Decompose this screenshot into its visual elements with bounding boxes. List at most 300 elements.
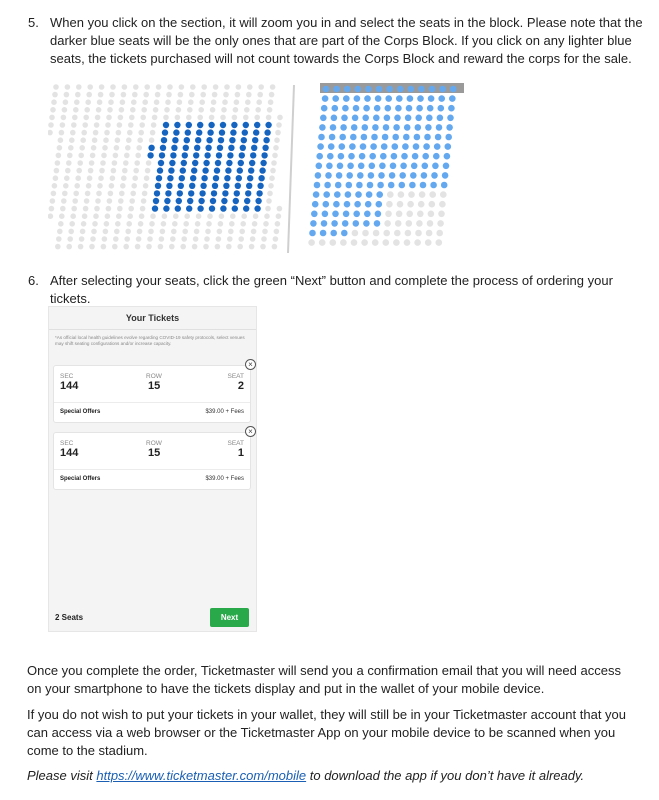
- seat: [210, 107, 216, 113]
- seat: [139, 122, 145, 128]
- seat-value: 2: [237, 380, 244, 392]
- divider: [49, 329, 256, 330]
- seat: [252, 221, 258, 227]
- dark-blue-seat: [167, 175, 173, 181]
- visit-paragraph: [27, 767, 639, 785]
- seat: [143, 92, 149, 98]
- seat: [75, 92, 81, 98]
- light-blue-seat: [350, 134, 357, 141]
- seat: [275, 130, 281, 136]
- seat: [319, 239, 326, 246]
- seat: [277, 206, 283, 212]
- light-blue-seat: [319, 124, 326, 131]
- seat: [143, 183, 149, 189]
- seat: [51, 191, 57, 197]
- seat: [416, 220, 423, 227]
- seat: [124, 153, 130, 159]
- seat: [49, 206, 55, 212]
- seat: [269, 92, 275, 98]
- seat: [85, 191, 91, 197]
- seat: [244, 107, 250, 113]
- dark-blue-seat: [194, 145, 200, 151]
- light-blue-seat: [339, 143, 346, 150]
- seat: [110, 175, 116, 181]
- light-blue-seat: [353, 211, 360, 218]
- light-blue-seat: [418, 86, 425, 93]
- seat: [419, 191, 426, 198]
- dark-blue-seat: [190, 175, 196, 181]
- seat: [186, 115, 192, 121]
- light-blue-seat: [422, 163, 429, 170]
- seat: [140, 206, 146, 212]
- seat: [437, 220, 444, 227]
- seat: [274, 229, 280, 235]
- dark-blue-seat: [255, 198, 261, 204]
- light-blue-seat: [376, 86, 383, 93]
- seat: [262, 229, 268, 235]
- seat: [86, 92, 92, 98]
- dark-blue-seat: [163, 122, 169, 128]
- your-tickets-screenshot: [48, 306, 257, 632]
- seat: [89, 160, 95, 166]
- seat: [83, 115, 89, 121]
- card-divider: [54, 469, 250, 470]
- seat: [87, 175, 93, 181]
- light-blue-seat: [371, 134, 378, 141]
- dark-blue-seat: [173, 129, 179, 135]
- light-blue-seat: [330, 230, 337, 237]
- seat: [156, 84, 162, 90]
- seat: [429, 201, 436, 208]
- seat: [101, 244, 107, 250]
- seat: [93, 213, 99, 219]
- light-blue-seat: [409, 182, 416, 189]
- light-blue-seat: [449, 95, 456, 102]
- light-blue-seat: [384, 115, 391, 122]
- seat: [177, 99, 183, 105]
- dark-blue-seat: [196, 129, 202, 135]
- seat: [92, 221, 98, 227]
- light-blue-seat: [370, 143, 377, 150]
- seat: [71, 122, 77, 128]
- light-blue-seat: [360, 143, 367, 150]
- light-blue-seat: [362, 115, 369, 122]
- row-label: ROW: [146, 373, 162, 380]
- seat: [133, 168, 139, 174]
- ticket-card: [53, 360, 253, 423]
- seat: [398, 191, 405, 198]
- dark-blue-seat: [254, 122, 260, 128]
- light-blue-seat: [445, 134, 452, 141]
- seat: [114, 145, 120, 151]
- seat: [83, 206, 89, 212]
- dark-blue-seat: [172, 137, 178, 143]
- seat: [426, 230, 433, 237]
- light-blue-seat: [356, 182, 363, 189]
- seat: [184, 213, 190, 219]
- seat: [78, 244, 84, 250]
- seat: [261, 236, 267, 242]
- seat: [221, 107, 227, 113]
- light-blue-seat: [355, 86, 362, 93]
- seat: [150, 130, 156, 136]
- seat: [111, 168, 117, 174]
- light-blue-seat: [313, 191, 320, 198]
- seat: [60, 206, 66, 212]
- seat: [118, 198, 124, 204]
- seat: [53, 84, 59, 90]
- seat: [59, 213, 65, 219]
- seat: [190, 84, 196, 90]
- dark-blue-seat: [257, 183, 263, 189]
- seat: [69, 137, 75, 143]
- seat: [63, 183, 69, 189]
- light-blue-seat: [353, 105, 360, 112]
- dark-blue-seat: [241, 137, 247, 143]
- ticketmaster-mobile-link[interactable]: https://www.ticketmaster.com/mobile: [96, 768, 307, 783]
- dark-blue-seat: [262, 145, 268, 151]
- seat: [107, 198, 113, 204]
- seat: [82, 213, 88, 219]
- light-blue-seat: [324, 182, 331, 189]
- light-blue-seat: [369, 153, 376, 160]
- seat: [96, 107, 102, 113]
- seat: [99, 168, 105, 174]
- light-blue-seat: [376, 201, 383, 208]
- dark-blue-seat: [238, 160, 244, 166]
- special-offers-label: Special Offers: [60, 409, 101, 415]
- light-blue-seat: [320, 115, 327, 122]
- light-blue-seat: [380, 153, 387, 160]
- seat: [132, 175, 138, 181]
- seat: [66, 160, 72, 166]
- seat: [161, 221, 167, 227]
- seat: [56, 236, 62, 242]
- light-blue-seat: [310, 220, 317, 227]
- dark-blue-seat: [170, 152, 176, 158]
- dark-blue-seat: [206, 137, 212, 143]
- seat: [254, 115, 260, 121]
- seat: [108, 99, 114, 105]
- seat: [276, 122, 282, 128]
- dark-blue-seat: [213, 175, 219, 181]
- seat: [251, 229, 257, 235]
- seat: [152, 115, 158, 121]
- seat: [57, 145, 63, 151]
- dark-blue-seat: [204, 152, 210, 158]
- light-blue-seat: [336, 172, 343, 179]
- ticket-card: [53, 427, 253, 490]
- seat: [95, 115, 101, 121]
- light-blue-seat: [364, 95, 371, 102]
- seat: [256, 99, 262, 105]
- seat: [57, 229, 63, 235]
- light-blue-seat: [432, 163, 439, 170]
- light-blue-seat: [321, 220, 328, 227]
- seat: [103, 137, 109, 143]
- confirmation-paragraph: Once you complete the order, Ticketmaster will send you a confirmation email that you will need access on your smartphone to have the tickets display and put in the wallet of your mobile device.: [27, 663, 621, 696]
- visit-text-after: to download the app if you don’t have it already.: [306, 768, 585, 783]
- seat: [165, 99, 171, 105]
- light-blue-seat: [423, 143, 430, 150]
- light-blue-seat: [385, 95, 392, 102]
- light-blue-seat: [372, 124, 379, 131]
- light-blue-seat: [406, 105, 413, 112]
- light-blue-seat: [416, 105, 423, 112]
- seat: [245, 99, 251, 105]
- light-blue-seat: [359, 153, 366, 160]
- seat: [132, 92, 138, 98]
- seat: [151, 122, 157, 128]
- seat: [80, 229, 86, 235]
- seat: [105, 213, 111, 219]
- light-blue-seat: [344, 86, 351, 93]
- dark-blue-seat: [264, 129, 270, 135]
- seat: [417, 211, 424, 218]
- seat: [206, 221, 212, 227]
- seat: [260, 244, 266, 250]
- dark-blue-seat: [224, 175, 230, 181]
- seat: [211, 99, 217, 105]
- light-blue-seat: [373, 115, 380, 122]
- light-blue-seat: [443, 163, 450, 170]
- dark-blue-seat: [147, 152, 153, 158]
- seat-count: 2 Seats: [55, 613, 84, 622]
- light-blue-seat: [323, 191, 330, 198]
- light-blue-seat: [354, 201, 361, 208]
- seat: [263, 221, 269, 227]
- seat: [80, 137, 86, 143]
- seat: [128, 206, 134, 212]
- dark-blue-seat: [261, 152, 267, 158]
- seat: [408, 191, 415, 198]
- dark-blue-seat: [211, 190, 217, 196]
- next-button[interactable]: Next: [210, 608, 249, 627]
- seat: [270, 84, 276, 90]
- seat: [48, 130, 53, 136]
- seat-value: 1: [237, 447, 244, 459]
- seat: [130, 107, 136, 113]
- dark-blue-seat: [249, 160, 255, 166]
- dark-blue-seat: [223, 183, 229, 189]
- seat: [141, 107, 147, 113]
- wallet-paragraph: If you do not wish to put your tickets in your wallet, they will still be in your Ticketmaster account that you can access via a web browser or the Ticketmaster App on your mobile device to be scanned when you come to the stadium.: [27, 707, 626, 758]
- dark-blue-seat: [245, 190, 251, 196]
- seat: [52, 183, 58, 189]
- dark-blue-seat: [159, 152, 165, 158]
- dark-blue-seat: [163, 205, 169, 211]
- seat: [149, 137, 155, 143]
- seat: [223, 92, 229, 98]
- light-blue-seat: [368, 172, 375, 179]
- seat: [90, 153, 96, 159]
- seat: [239, 229, 245, 235]
- seat: [438, 211, 445, 218]
- light-blue-seat: [374, 105, 381, 112]
- light-blue-seat: [316, 163, 323, 170]
- dark-blue-seat: [237, 167, 243, 173]
- light-blue-seat: [408, 86, 415, 93]
- light-blue-seat: [322, 95, 329, 102]
- seat: [137, 229, 143, 235]
- special-offers-label: Special Offers: [60, 476, 101, 482]
- dark-blue-seat: [188, 190, 194, 196]
- light-blue-seat: [365, 201, 372, 208]
- seat: [77, 160, 83, 166]
- dark-blue-seat: [217, 145, 223, 151]
- light-blue-seat: [332, 105, 339, 112]
- seat: [176, 107, 182, 113]
- seat: [74, 183, 80, 189]
- seat: [200, 92, 206, 98]
- light-blue-seat: [393, 124, 400, 131]
- seat: [135, 244, 141, 250]
- seat: [407, 201, 414, 208]
- light-blue-seat: [316, 153, 323, 160]
- light-blue-seat: [375, 211, 382, 218]
- dark-blue-seat: [186, 205, 192, 211]
- step-text: After selecting your seats, click the green “Next” button and complete the process of ordering your tickets.: [50, 273, 613, 306]
- seat: [109, 183, 115, 189]
- seat: [240, 221, 246, 227]
- seat: [142, 191, 148, 197]
- dark-blue-seat: [228, 145, 234, 151]
- seat: [72, 115, 78, 121]
- dark-blue-seat: [184, 137, 190, 143]
- seat: [418, 201, 425, 208]
- light-blue-seat: [353, 220, 360, 227]
- seat: [238, 236, 244, 242]
- light-blue-seat: [333, 201, 340, 208]
- seat: [54, 168, 60, 174]
- light-blue-seat: [437, 115, 444, 122]
- seat: [243, 115, 249, 121]
- seat: [166, 92, 172, 98]
- seat: [275, 221, 281, 227]
- seat: [144, 84, 150, 90]
- light-blue-seat: [366, 191, 373, 198]
- seat: [164, 107, 170, 113]
- light-blue-seat: [446, 124, 453, 131]
- sec-value: 144: [60, 380, 79, 392]
- light-blue-seat: [388, 182, 395, 189]
- panel-divider: [288, 85, 294, 253]
- seat: [65, 84, 71, 90]
- dark-blue-seat: [252, 137, 258, 143]
- light-blue-seat: [438, 95, 445, 102]
- light-blue-seat: [383, 124, 390, 131]
- dark-blue-seat: [215, 160, 221, 166]
- seat: [121, 92, 127, 98]
- seat: [247, 84, 253, 90]
- seat: [94, 206, 100, 212]
- seat: [94, 122, 100, 128]
- light-blue-seat: [392, 143, 399, 150]
- seat: [158, 244, 164, 250]
- seat: [138, 221, 144, 227]
- seat-map-image: [48, 83, 466, 255]
- seat: [115, 137, 121, 143]
- dark-blue-seat: [199, 190, 205, 196]
- seat: [372, 239, 379, 246]
- light-blue-seat: [413, 143, 420, 150]
- dark-blue-seat: [178, 183, 184, 189]
- seat: [233, 107, 239, 113]
- step-5: [20, 14, 645, 68]
- light-blue-seat: [391, 153, 398, 160]
- light-blue-seat: [341, 115, 348, 122]
- seat: [97, 183, 103, 189]
- dark-blue-seat: [244, 198, 250, 204]
- card-divider: [54, 402, 250, 403]
- dark-blue-seat: [157, 167, 163, 173]
- seat: [110, 84, 116, 90]
- seat: [97, 99, 103, 105]
- seat: [415, 230, 422, 237]
- dark-blue-seat: [222, 190, 228, 196]
- light-blue-seat: [351, 124, 358, 131]
- dark-blue-seat: [197, 122, 203, 128]
- seat: [393, 239, 400, 246]
- seat: [187, 107, 193, 113]
- seat: [101, 153, 107, 159]
- light-blue-seat: [400, 163, 407, 170]
- seat: [104, 221, 110, 227]
- seat: [272, 153, 278, 159]
- seat: [87, 84, 93, 90]
- seat: [182, 229, 188, 235]
- light-blue-seat: [411, 163, 418, 170]
- seat: [145, 168, 151, 174]
- seat: [68, 145, 74, 151]
- seat: [234, 99, 240, 105]
- light-blue-seat: [427, 105, 434, 112]
- dark-blue-seat: [207, 129, 213, 135]
- seat: [439, 201, 446, 208]
- seat: [169, 244, 175, 250]
- ticket-price: $39.00 + Fees: [205, 409, 244, 415]
- close-icon[interactable]: ×: [245, 359, 256, 370]
- close-icon[interactable]: ×: [245, 426, 256, 437]
- dark-blue-seat: [240, 145, 246, 151]
- light-blue-seat: [329, 134, 336, 141]
- dark-blue-seat: [186, 122, 192, 128]
- dark-blue-seat: [243, 205, 249, 211]
- dark-blue-seat: [198, 198, 204, 204]
- dark-blue-seat: [242, 129, 248, 135]
- seat: [213, 84, 219, 90]
- light-blue-seat: [402, 143, 409, 150]
- seat: [264, 213, 270, 219]
- seat: [207, 213, 213, 219]
- seat: [230, 213, 236, 219]
- seat: [62, 107, 68, 113]
- seat: [64, 92, 70, 98]
- light-blue-seat: [379, 163, 386, 170]
- seat: [212, 92, 218, 98]
- seat: [140, 115, 146, 121]
- seat: [108, 191, 114, 197]
- seat: [172, 221, 178, 227]
- light-blue-seat: [347, 163, 354, 170]
- light-blue-seat: [345, 191, 352, 198]
- dark-blue-seat: [191, 167, 197, 173]
- light-blue-seat: [338, 153, 345, 160]
- light-blue-seat: [332, 211, 339, 218]
- seat: [160, 229, 166, 235]
- light-blue-seat: [389, 172, 396, 179]
- light-blue-seat: [404, 124, 411, 131]
